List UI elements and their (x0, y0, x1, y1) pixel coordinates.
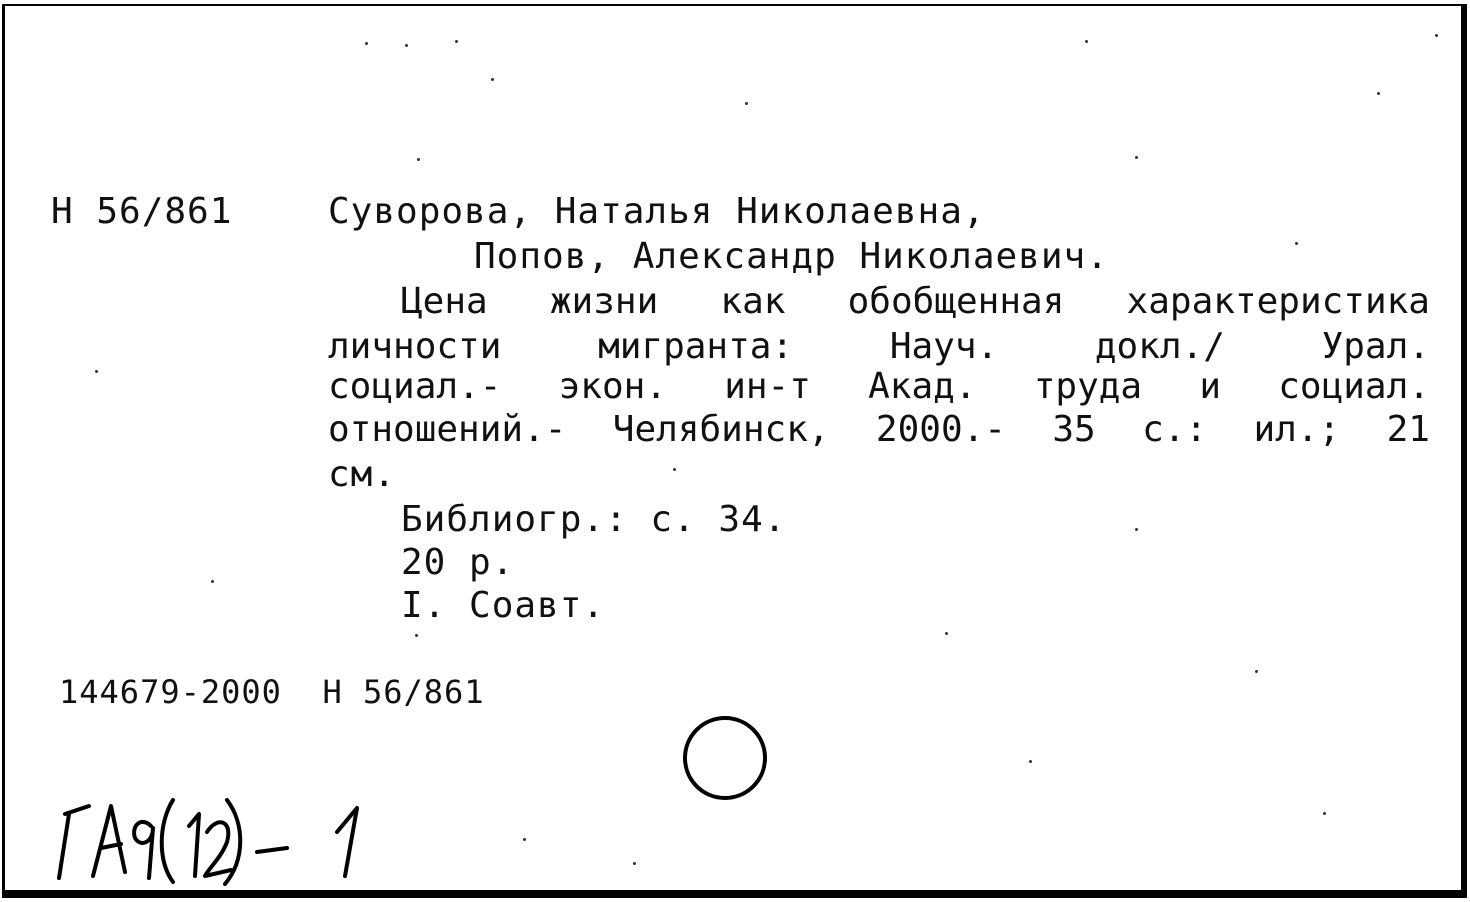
desc-word: Челябинск, (612, 409, 830, 450)
desc-word: труда (1033, 366, 1143, 407)
desc-word: экон. (558, 366, 667, 407)
desc-word: Урал. (1321, 326, 1430, 367)
desc-word: ил.; (1253, 409, 1341, 450)
shelfmark: Н 56/861 (51, 191, 233, 232)
punch-hole (683, 716, 767, 800)
desc-word: Акад. (868, 366, 977, 407)
desc-word: социал. (1278, 366, 1430, 407)
desc-word: характеристика (1126, 281, 1430, 322)
desc-word: социал.- (328, 366, 502, 407)
description-line-1 (401, 282, 1430, 322)
author-line: Суворова, Наталья Николаевна, (328, 191, 986, 232)
desc-word: отношений.- (328, 409, 567, 450)
price: 20 р. (401, 542, 515, 583)
description-line-5: см. (328, 454, 397, 495)
coauthor-line: Попов, Александр Николаевич. (474, 236, 1109, 277)
bibliography-note: Библиогр.: с. 34. (401, 499, 787, 540)
handwritten-mark (45, 786, 385, 896)
desc-word: 35 (1052, 409, 1096, 450)
accession-number: 144679-2000 Н 56/861 (59, 673, 485, 711)
desc-word: и (1199, 366, 1221, 407)
description-line-3 (328, 367, 1430, 407)
desc-word: личности (328, 326, 502, 367)
catalog-card (2, 4, 1467, 898)
desc-word: мигранта: (598, 326, 794, 367)
desc-word: как (720, 281, 786, 322)
desc-word: ин-т (724, 366, 811, 407)
desc-word: докл./ (1094, 326, 1225, 367)
description-line-4 (328, 410, 1430, 450)
desc-word: обобщенная (847, 281, 1065, 322)
desc-word: 2000.- (875, 409, 1006, 450)
desc-word: жизни (549, 281, 659, 322)
desc-word: Науч. (889, 326, 999, 367)
desc-word: Цена (401, 281, 488, 322)
description-line-2 (328, 327, 1430, 367)
added-entry: I. Соавт. (401, 585, 606, 626)
desc-word: 21 (1386, 409, 1430, 450)
desc-word: с.: (1142, 409, 1208, 450)
